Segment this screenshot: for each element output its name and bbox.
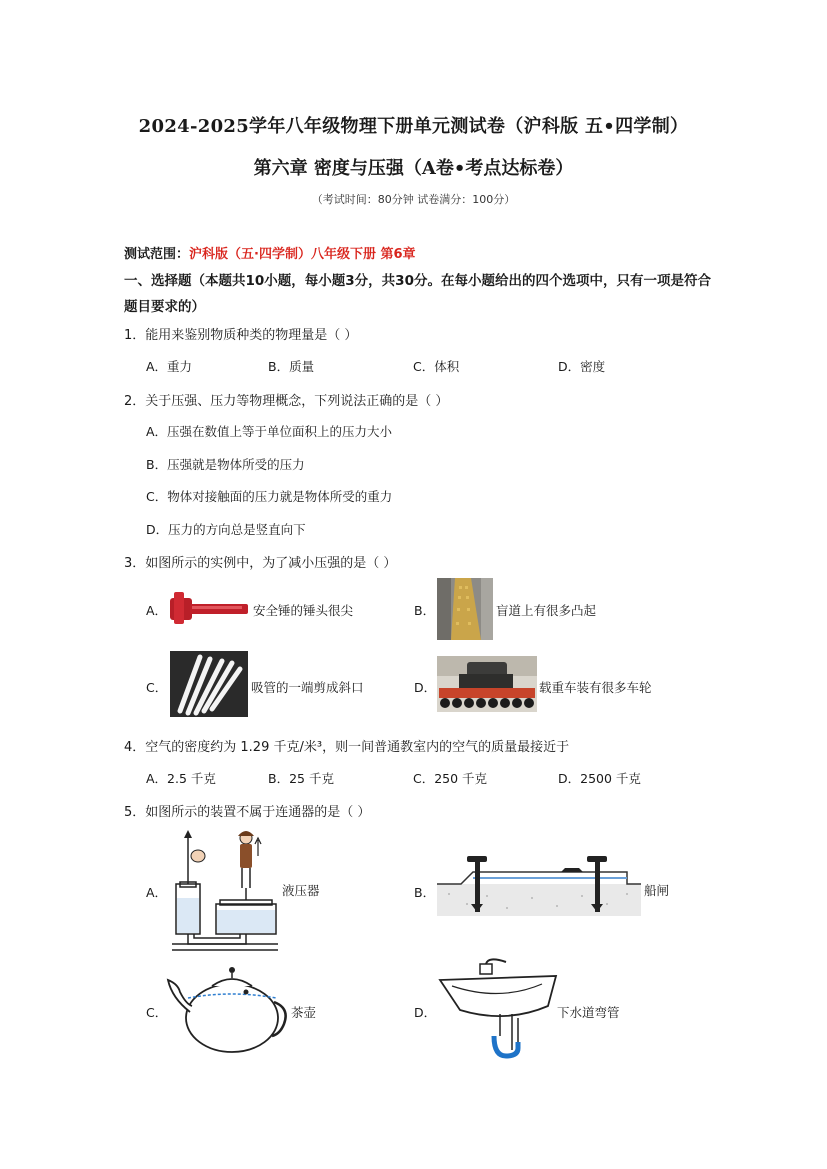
q5-option-d-letter: D． xyxy=(414,1005,437,1020)
q5-option-a-text: 液压器 xyxy=(282,883,320,898)
q5-option-c-letter: C． xyxy=(146,1005,168,1020)
question-5-stem: 5．如图所示的装置不属于连通器的是（ ） xyxy=(124,805,371,820)
tactile-paving-image xyxy=(437,578,493,640)
q3-option-c-text: 吸管的一端剪成斜口 xyxy=(251,680,364,695)
exam-info: （考试时间：80分钟 试卷满分：100分） xyxy=(311,193,516,206)
q5-option-b-text: 船闸 xyxy=(644,883,670,898)
q4-option-a: A．2.5 千克 xyxy=(146,771,216,786)
q4-option-b: B．25 千克 xyxy=(268,771,334,786)
teapot-image xyxy=(166,962,290,1056)
q3-option-b-text: 盲道上有很多凸起 xyxy=(496,603,597,618)
question-3-stem: 3．如图所示的实例中，为了减小压强的是（ ） xyxy=(124,556,397,571)
q4-option-d: D．2500 千克 xyxy=(558,771,641,786)
document-title: 2024-2025学年八年级物理下册单元测试卷（沪科版 五•四学制） xyxy=(138,116,689,137)
q5-option-d-text: 下水道弯管 xyxy=(557,1005,620,1020)
q4-option-c: C．250 千克 xyxy=(413,771,488,786)
q3-option-b-letter: B． xyxy=(414,603,436,618)
q3-option-d-text: 载重车装有很多车轮 xyxy=(539,680,652,695)
heavy-truck-image xyxy=(437,656,537,712)
q1-option-b: B．质量 xyxy=(268,359,315,374)
q3-option-c-letter: C． xyxy=(146,680,168,695)
q5-option-c-text: 茶壶 xyxy=(291,1005,317,1020)
ship-lock-image xyxy=(437,854,641,916)
q2-option-d: D．压力的方向总是竖直向下 xyxy=(146,522,306,537)
straws-image xyxy=(170,651,248,717)
question-1-stem: 1．能用来鉴别物质种类的物理量是（ ） xyxy=(124,328,358,343)
q2-option-b: B．压强就是物体所受的压力 xyxy=(146,457,305,472)
hydraulic-press-image xyxy=(166,826,282,954)
q3-option-a-text: 安全锤的锤头很尖 xyxy=(253,603,354,618)
q3-option-a-letter: A． xyxy=(146,603,168,618)
q2-option-c: C．物体对接触面的压力就是物体所受的重力 xyxy=(146,489,393,504)
test-scope xyxy=(124,243,416,262)
chapter-title: 第六章 密度与压强（A卷•考点达标卷） xyxy=(253,158,574,179)
q5-option-a-letter: A． xyxy=(146,885,168,900)
section-heading: 一、选择题（本题共10小题，每小题3分，共30分。在每小题给出的四个选项中，只有一项是符合题目要求的） xyxy=(124,273,711,315)
q1-option-d: D．密度 xyxy=(558,359,606,374)
test-scope-value: 沪科版（五·四学制）八年级下册 第6章 xyxy=(189,247,416,262)
q3-option-d-letter: D． xyxy=(414,680,437,695)
q1-option-a: A．重力 xyxy=(146,359,193,374)
q1-option-c: C．体积 xyxy=(413,359,460,374)
safety-hammer-image xyxy=(170,592,250,624)
q2-option-a: A．压强在数值上等于单位面积上的压力大小 xyxy=(146,424,393,439)
question-2-stem: 2．关于压强、压力等物理概念，下列说法正确的是（ ） xyxy=(124,394,449,409)
question-4-stem: 4．空气的密度约为 1.29 千克/米³，则一间普通教室内的空气的质量最接近于 xyxy=(124,740,570,755)
q5-option-b-letter: B． xyxy=(414,885,436,900)
test-scope-label: 测试范围： xyxy=(124,247,190,262)
sink-trap-image xyxy=(436,958,560,1064)
